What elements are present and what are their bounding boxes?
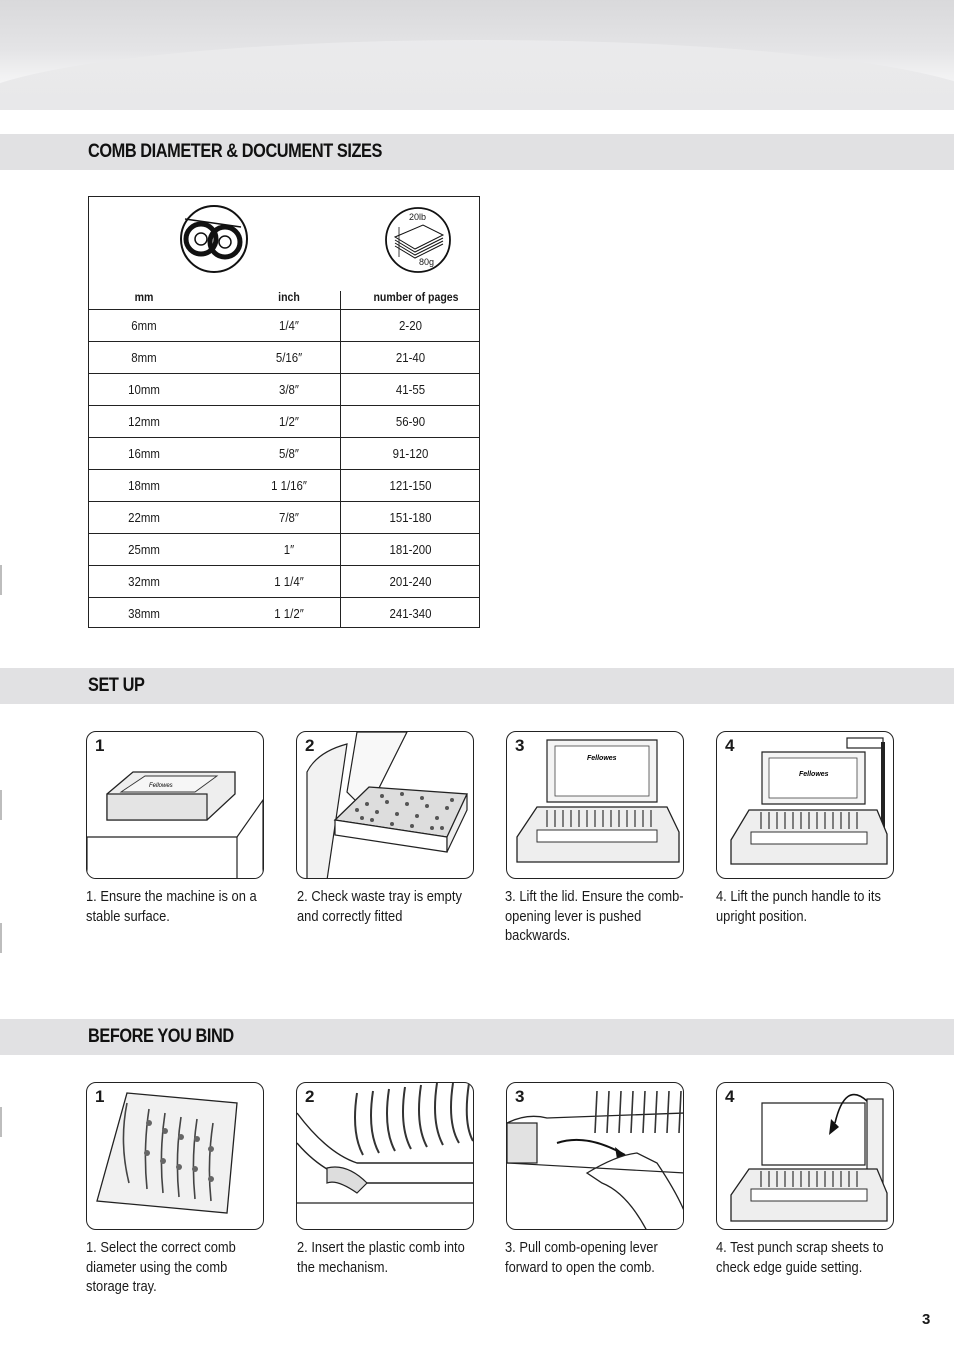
bind-step-4-caption: 4. Test punch scrap sheets to check edge guide setting. (716, 1239, 884, 1276)
section-bar-before-bind (0, 1019, 954, 1055)
cell-mm: 16mm (128, 446, 160, 461)
step-number: 1 (95, 736, 105, 755)
table-row (89, 437, 479, 470)
setup-step-3-caption: 3. Lift the lid. Ensure the comb-opening lever is pushed backwards. (505, 888, 684, 944)
cell-pages: 2-20 (399, 318, 422, 333)
cell-mm: 10mm (128, 382, 160, 397)
column-header-pages: number of pages (373, 290, 459, 304)
cell-mm: 32mm (128, 574, 160, 589)
bind-step-3-illustration (506, 1082, 684, 1230)
cell-pages: 121-150 (389, 478, 432, 493)
cell-pages: 56-90 (395, 414, 426, 429)
cell-mm: 22mm (128, 510, 160, 525)
cell-inch: 1″ (283, 542, 295, 557)
section-bar-setup (0, 668, 954, 704)
cell-mm: 18mm (128, 478, 160, 493)
bind-step-4-illustration (716, 1082, 894, 1230)
setup-step-1-caption: 1. Ensure the machine is on a stable surface. (86, 888, 257, 925)
cell-mm: 38mm (128, 606, 160, 621)
comb-insert-icon (297, 1083, 474, 1230)
machine-on-table-icon (87, 732, 264, 879)
cell-inch: 1 1/16″ (271, 478, 307, 493)
section-bar-comb-sizes (0, 134, 954, 170)
cell-pages: 21-40 (395, 350, 426, 365)
table-header (89, 197, 479, 309)
bind-step-2-illustration (296, 1082, 474, 1230)
cell-mm: 25mm (128, 542, 160, 557)
setup-step-3-illustration (506, 731, 684, 879)
cell-mm: 8mm (131, 350, 157, 365)
table-row (89, 533, 479, 566)
table-row (89, 597, 479, 630)
step-number: 4 (725, 736, 735, 755)
setup-step-2-caption: 2. Check waste tray is empty and correctly fitted (297, 888, 462, 925)
table-row (89, 341, 479, 374)
step-number: 3 (515, 1087, 525, 1106)
table-row (89, 309, 479, 342)
cell-inch: 3/8″ (279, 382, 299, 397)
cell-inch: 5/8″ (279, 446, 299, 461)
table-row (89, 469, 479, 502)
handle-upright-icon (717, 732, 894, 879)
cell-inch: 5/16″ (275, 350, 303, 365)
cell-inch: 1 1/2″ (274, 606, 304, 621)
table-row (89, 405, 479, 438)
pull-lever-icon (507, 1083, 684, 1230)
edge-mark (0, 565, 2, 595)
brand-logo: Fellowes (799, 771, 829, 778)
lid-lifted-icon (507, 732, 684, 879)
cell-mm: 6mm (131, 318, 157, 333)
table-row (89, 565, 479, 598)
setup-step-4-illustration (716, 731, 894, 879)
test-punch-icon (717, 1083, 894, 1230)
edge-mark (0, 923, 2, 953)
waste-tray-icon (297, 732, 474, 879)
table-row (89, 501, 479, 534)
section-title: SET UP (88, 675, 145, 696)
bind-step-1-caption: 1. Select the correct comb diameter using the comb storage tray. (86, 1239, 236, 1295)
column-header-mm: mm (134, 290, 154, 304)
section-title: COMB DIAMETER & DOCUMENT SIZES (88, 141, 382, 162)
setup-step-4-caption: 4. Lift the punch handle to its upright position. (716, 888, 881, 925)
cell-pages: 151-180 (389, 510, 432, 525)
edge-mark (0, 790, 2, 820)
edge-mark (0, 1107, 2, 1137)
cell-mm: 12mm (128, 414, 160, 429)
cell-pages: 181-200 (389, 542, 432, 557)
cell-pages: 241-340 (389, 606, 432, 621)
step-number: 1 (95, 1087, 105, 1106)
brand-logo: Fellowes (587, 755, 617, 762)
step-number: 2 (305, 736, 315, 755)
cell-inch: 1/4″ (279, 318, 299, 333)
paper-weight-bottom-label: 80g (419, 257, 435, 267)
bind-step-3-caption: 3. Pull comb-opening lever forward to open the comb. (505, 1239, 658, 1276)
step-number: 2 (305, 1087, 315, 1106)
cell-inch: 1 1/4″ (274, 574, 304, 589)
cell-pages: 91-120 (392, 446, 429, 461)
cell-inch: 1/2″ (279, 414, 299, 429)
column-header-inch: inch (278, 290, 300, 304)
comb-diameter-icon (89, 197, 481, 287)
bind-step-2-caption: 2. Insert the plastic comb into the mechanism. (297, 1239, 465, 1276)
page-number: 3 (922, 1311, 931, 1328)
setup-step-2-illustration (296, 731, 474, 879)
table-row (89, 373, 479, 406)
setup-step-1-illustration (86, 731, 264, 879)
step-number: 3 (515, 736, 525, 755)
bind-step-1-illustration (86, 1082, 264, 1230)
cell-inch: 7/8″ (279, 510, 299, 525)
comb-size-table (88, 196, 480, 628)
comb-storage-tray-icon (87, 1083, 264, 1230)
paper-weight-top-label: 20lb (409, 212, 427, 222)
step-number: 4 (725, 1087, 735, 1106)
cell-pages: 41-55 (395, 382, 426, 397)
brand-logo: Fellowes (149, 783, 173, 789)
section-title: BEFORE YOU BIND (88, 1026, 234, 1047)
cell-pages: 201-240 (389, 574, 432, 589)
